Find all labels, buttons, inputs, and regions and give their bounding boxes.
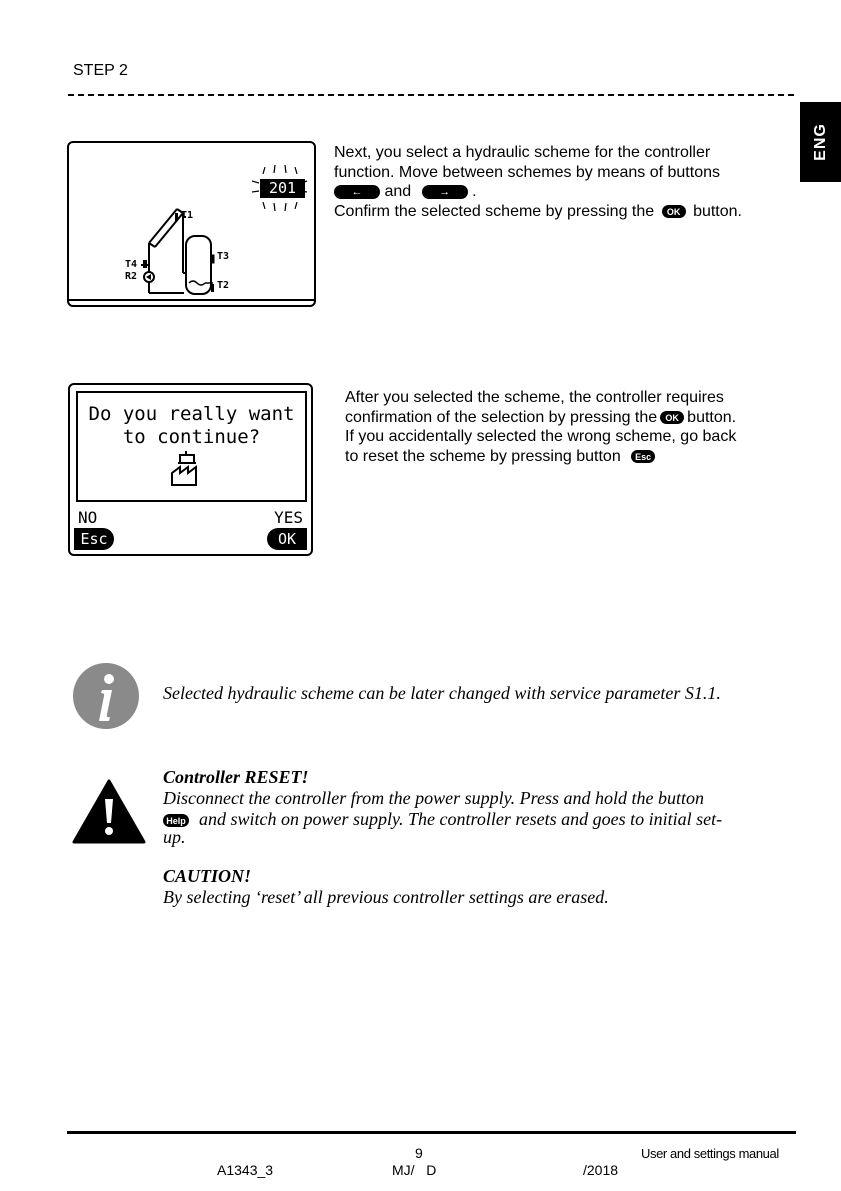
info-icon	[72, 662, 140, 730]
ok-key-icon: OK	[660, 411, 684, 424]
scheme-text-line2: function. Move between schemes by means of buttons	[334, 163, 720, 181]
scheme-number: 201	[268, 179, 297, 197]
pump-label-r2: R2	[125, 271, 138, 282]
esc-softkey[interactable]: Esc	[74, 528, 114, 550]
warning-line1: Disconnect the controller from the power supply. Press and hold the button	[163, 788, 704, 808]
right-arrow-button-icon: →	[422, 185, 468, 199]
confirm-display	[68, 383, 313, 556]
caution-title: CAUTION!	[163, 866, 252, 886]
confirm-text: Confirm the selected scheme by pressing the	[334, 202, 655, 220]
dashed-divider	[68, 94, 794, 96]
esc-key-icon: Esc	[631, 450, 655, 463]
sensor-label-t3: T3	[217, 251, 230, 262]
confirm-question-line1: Do you really want	[88, 403, 295, 425]
manual-title: User and settings manual	[641, 1146, 779, 1161]
scheme-display	[67, 141, 316, 307]
confirm-text-line2b: button.	[687, 408, 737, 426]
info-note-text: Selected hydraulic scheme can be later changed with service parameter S1.1.	[163, 683, 721, 703]
footer-rule	[67, 1131, 796, 1134]
confirm-text-line2a: confirmation of the selection by pressing the	[345, 408, 658, 426]
ok-key-icon: OK	[662, 205, 686, 218]
warning-title: Controller RESET!	[163, 767, 309, 787]
confirm-question-line2: to continue?	[122, 426, 261, 448]
yes-label: YES	[274, 508, 303, 527]
warning-line2-text: and switch on power supply. The controller resets and goes to initial set-	[199, 809, 723, 829]
storage-tank-icon	[186, 236, 211, 294]
scheme-text-line1: Next, you select a hydraulic scheme for the controller	[334, 144, 711, 161]
caution-text: By selecting ‘reset’ all previous controller settings are erased.	[163, 887, 609, 907]
confirm-text-line2	[345, 408, 795, 428]
factory-reset-icon	[170, 451, 204, 487]
warning-icon	[72, 779, 146, 845]
solar-collector-icon	[149, 209, 183, 293]
language-tab	[800, 102, 841, 182]
author-code: MJ/ D	[392, 1162, 437, 1178]
scheme-text-line4	[334, 202, 794, 222]
period-text: .	[472, 183, 477, 200]
help-key-icon: Help	[163, 814, 189, 827]
warning-line3: up.	[163, 827, 186, 847]
confirm-dialog	[76, 391, 307, 502]
sensor-label-t2: T2	[217, 280, 230, 291]
language-tab-label: ENG	[811, 123, 829, 161]
doc-date: /2018	[583, 1162, 619, 1178]
confirm-text-line4	[345, 447, 795, 467]
no-label: NO	[78, 508, 98, 527]
ok-softkey[interactable]: OK	[267, 528, 307, 550]
confirm-text-line3: If you accidentally selected the wrong scheme, go back	[345, 428, 737, 445]
and-text: and	[384, 183, 412, 200]
warning-line2	[163, 809, 798, 830]
page-number: 9	[415, 1145, 423, 1161]
scheme-text-line3	[334, 182, 794, 202]
left-arrow-button-icon: ←	[334, 185, 380, 199]
scheme-instructions	[334, 143, 794, 221]
warning-note	[163, 767, 798, 908]
confirm-instructions	[345, 388, 795, 466]
scheme-diagram	[69, 143, 314, 305]
doc-code: A1343_3	[217, 1162, 274, 1178]
step-title: STEP 2	[73, 62, 128, 79]
button-text: button.	[693, 202, 742, 220]
sensor-label-t4: T4	[125, 259, 138, 270]
confirm-text-line4a: to reset the scheme by pressing button	[345, 447, 621, 465]
confirm-text-line1: After you selected the scheme, the controller requires	[345, 389, 724, 406]
sensor-label-t1: T1	[181, 210, 194, 221]
